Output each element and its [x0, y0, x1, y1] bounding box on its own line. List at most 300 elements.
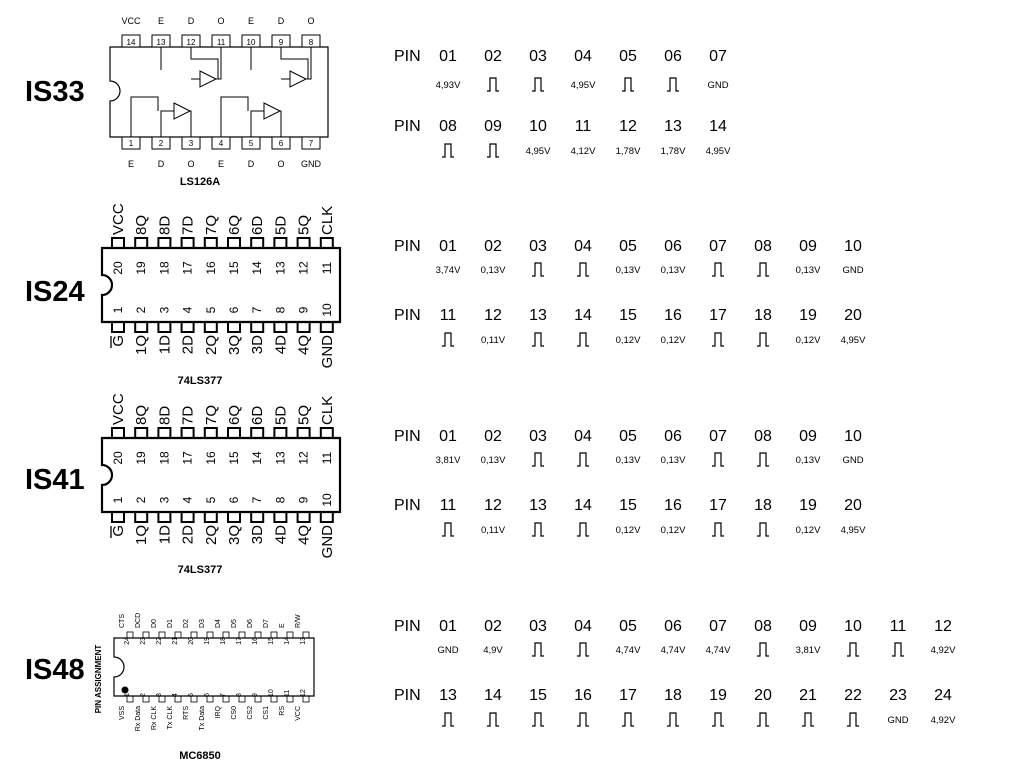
top-pin-label: CLK — [318, 205, 336, 235]
pin-heading: PIN — [394, 307, 421, 324]
pulse-icon — [441, 521, 455, 537]
svg-text:2: 2 — [134, 306, 149, 314]
chip-model-caption: MC6850 — [179, 750, 221, 762]
pulse-icon — [711, 331, 725, 347]
pin-heading: PIN — [394, 428, 421, 445]
pulse-icon — [441, 711, 455, 727]
pin-voltage: 0,13V — [615, 265, 641, 276]
pin-number: 07 — [709, 48, 727, 65]
pin-number: 22 — [844, 687, 862, 704]
pulse-icon — [711, 451, 725, 467]
bottom-pin-label: 3D — [249, 335, 267, 355]
pin-number: 23 — [889, 687, 907, 704]
svg-text:2: 2 — [158, 139, 164, 148]
pin-number: 06 — [664, 48, 682, 65]
pin-voltage: 4,95V — [705, 146, 731, 157]
top-pin-label: O — [307, 16, 315, 26]
svg-text:5: 5 — [188, 693, 195, 697]
bottom-pin-label: 4D — [272, 335, 290, 355]
bottom-pin-label: RTS — [183, 706, 190, 720]
svg-text:10: 10 — [268, 689, 275, 697]
svg-text:10: 10 — [319, 303, 334, 317]
pin-number: 13 — [664, 118, 682, 135]
pin-voltage: 0,12V — [615, 335, 641, 346]
top-pin-label: 7Q — [202, 214, 220, 235]
pin-number: 17 — [709, 497, 727, 514]
pin-row — [394, 118, 1014, 138]
pin-number: 14 — [574, 497, 592, 514]
pulse-icon — [666, 76, 680, 92]
pin-number: 08 — [754, 428, 772, 445]
pin-voltage: 4,95V — [570, 80, 596, 91]
chip-diagram-is33 — [100, 15, 340, 180]
svg-text:14: 14 — [284, 637, 291, 645]
pin-number: 13 — [529, 497, 547, 514]
svg-text:9: 9 — [252, 693, 259, 697]
pin-voltage: 4,95V — [525, 146, 551, 157]
top-pin-label: 8D — [156, 405, 174, 425]
pulse-icon — [531, 641, 545, 657]
svg-text:12: 12 — [296, 451, 311, 465]
pin-number: 06 — [664, 618, 682, 635]
bottom-pin-label: E — [217, 159, 225, 169]
bottom-pin-label: 3Q — [226, 525, 243, 546]
pin-voltage: 4,92V — [930, 645, 956, 656]
bottom-pin-label: G — [110, 525, 127, 537]
svg-text:16: 16 — [203, 451, 218, 465]
pin-number: 20 — [844, 497, 862, 514]
top-pin-label: 5D — [272, 215, 290, 235]
bottom-pin-label: 4Q — [295, 335, 313, 356]
svg-text:14: 14 — [250, 451, 265, 465]
svg-text:9: 9 — [296, 496, 311, 504]
pin-number: 02 — [484, 238, 502, 255]
top-pin-label: 5Q — [295, 404, 313, 425]
svg-text:12: 12 — [186, 38, 196, 47]
svg-text:11: 11 — [319, 261, 334, 275]
pin-number: 20 — [754, 687, 772, 704]
chip-is48 — [92, 598, 322, 748]
svg-text:8: 8 — [308, 38, 314, 47]
top-pin-label: VCC — [121, 16, 141, 26]
top-pin-label: D2 — [183, 619, 190, 628]
pulse-icon — [531, 451, 545, 467]
svg-text:18: 18 — [157, 261, 172, 275]
top-pin-label: D — [187, 16, 195, 26]
ic-label-is48: IS48 — [25, 654, 85, 686]
svg-text:6: 6 — [278, 139, 284, 148]
pin-voltage: 0,13V — [795, 265, 821, 276]
pin-number: 15 — [529, 687, 547, 704]
bottom-pin-label: Rx CLK — [151, 706, 158, 731]
pin-row — [394, 307, 1014, 327]
pin-number: 11 — [574, 118, 592, 135]
svg-text:5: 5 — [203, 496, 218, 504]
pin-number: 21 — [799, 687, 817, 704]
pin-voltage: 3,74V — [435, 265, 461, 276]
pin-voltage: 4,74V — [705, 645, 731, 656]
pin-heading: PIN — [394, 238, 421, 255]
pin-number: 15 — [619, 497, 637, 514]
pin-row — [394, 428, 1014, 448]
pin-number: 04 — [574, 428, 592, 445]
bottom-pin-label: O — [187, 159, 195, 169]
svg-text:8: 8 — [273, 306, 288, 314]
top-pin-label: D0 — [151, 619, 158, 628]
pin-number: 15 — [619, 307, 637, 324]
svg-text:3: 3 — [188, 139, 194, 148]
svg-text:19: 19 — [134, 451, 149, 465]
ic-label-is41: IS41 — [25, 464, 85, 496]
svg-text:15: 15 — [227, 261, 241, 275]
pin-voltage: 0,13V — [795, 455, 821, 466]
pulse-icon — [576, 711, 590, 727]
pulse-icon — [711, 261, 725, 277]
pulse-icon — [711, 521, 725, 537]
svg-text:9: 9 — [278, 38, 284, 47]
pin-voltage: 0,12V — [615, 525, 641, 536]
bottom-pin-label: Tx Data — [199, 706, 206, 731]
pin-number: 02 — [484, 618, 502, 635]
bottom-pin-label: D — [157, 159, 165, 169]
chip-is41 — [100, 390, 350, 566]
pin-number: 05 — [619, 618, 637, 635]
pin-voltage: 0,11V — [480, 335, 506, 346]
svg-text:6: 6 — [227, 496, 241, 504]
svg-text:6: 6 — [204, 693, 211, 697]
pin-number: 04 — [574, 48, 592, 65]
pin-voltage: 0,12V — [660, 525, 686, 536]
top-pin-label: D6 — [247, 619, 254, 628]
svg-text:14: 14 — [126, 38, 136, 47]
pulse-icon — [531, 521, 545, 537]
svg-text:20: 20 — [111, 261, 125, 275]
bottom-pin-label: CS0 — [231, 706, 238, 720]
top-pin-label: 6D — [249, 215, 267, 235]
top-pin-label: R/W — [295, 614, 302, 628]
svg-text:13: 13 — [156, 38, 166, 47]
pin-number: 09 — [799, 428, 817, 445]
svg-text:5: 5 — [203, 306, 218, 314]
pin-number: 12 — [934, 618, 952, 635]
top-pin-label: 8Q — [133, 404, 151, 425]
pulse-icon — [576, 521, 590, 537]
pin-voltage: GND — [842, 455, 864, 466]
pulse-icon — [846, 641, 860, 657]
bottom-pin-label: 1D — [156, 335, 174, 355]
pulse-icon — [756, 451, 770, 467]
chip-diagram-is24 — [100, 200, 350, 376]
top-pin-label: 7D — [179, 405, 197, 425]
svg-text:11: 11 — [284, 689, 291, 697]
pin-heading: PIN — [394, 687, 421, 704]
pulse-icon — [531, 711, 545, 727]
pin-number: 07 — [709, 428, 727, 445]
svg-text:17: 17 — [180, 451, 195, 465]
pin-assignment-label: PIN ASSIGNMENT — [94, 644, 103, 714]
top-pin-label: 7D — [179, 215, 197, 235]
pin-number: 18 — [754, 307, 772, 324]
top-pin-label: CTS — [119, 614, 126, 628]
pin-number: 20 — [844, 307, 862, 324]
svg-text:21: 21 — [172, 637, 179, 645]
bottom-pin-label: VCC — [295, 706, 302, 721]
bottom-pin-label: 4D — [272, 525, 290, 545]
svg-text:11: 11 — [319, 451, 334, 465]
pin-voltage: 0,13V — [660, 455, 686, 466]
pin-number: 13 — [439, 687, 457, 704]
pin-number: 01 — [439, 428, 457, 445]
pulse-icon — [531, 261, 545, 277]
pin-heading: PIN — [394, 48, 421, 65]
pin-number: 11 — [889, 618, 907, 635]
pin-number: 04 — [574, 618, 592, 635]
pin-number: 14 — [574, 307, 592, 324]
bottom-pin-label: VSS — [119, 706, 126, 721]
pin-number: 01 — [439, 238, 457, 255]
chip-diagram-is41 — [100, 390, 350, 566]
bottom-pin-label: Rx Data — [135, 706, 142, 732]
pin-number: 10 — [844, 618, 862, 635]
pin-row — [394, 497, 1014, 517]
pin-number: 09 — [799, 238, 817, 255]
pin-number: 18 — [664, 687, 682, 704]
pin-voltage: 1,78V — [615, 146, 641, 157]
top-pin-label: D7 — [263, 619, 270, 628]
top-pin-label: CLK — [318, 395, 336, 425]
svg-text:19: 19 — [204, 637, 211, 645]
bottom-pin-label: O — [277, 159, 285, 169]
pulse-icon — [756, 261, 770, 277]
svg-text:16: 16 — [203, 261, 218, 275]
svg-text:17: 17 — [236, 637, 243, 645]
pin-voltage: GND — [842, 265, 864, 276]
svg-text:12: 12 — [300, 689, 307, 697]
svg-text:6: 6 — [227, 306, 241, 314]
pulse-icon — [711, 711, 725, 727]
bottom-pin-label: G — [110, 335, 127, 347]
pin-voltage: 0,12V — [795, 525, 821, 536]
svg-text:7: 7 — [250, 306, 265, 314]
pin-heading: PIN — [394, 118, 421, 135]
bottom-pin-label: GND — [318, 525, 336, 559]
svg-text:20: 20 — [188, 637, 195, 645]
pin-number: 01 — [439, 618, 457, 635]
pin-number: 19 — [799, 307, 817, 324]
pin-number: 19 — [709, 687, 727, 704]
pin-row — [394, 618, 1014, 638]
pin-number: 11 — [439, 307, 457, 324]
top-pin-label: 7Q — [202, 404, 220, 425]
svg-text:18: 18 — [157, 451, 172, 465]
pin-number: 16 — [664, 307, 682, 324]
chip-diagram-is48 — [92, 598, 322, 748]
svg-text:4: 4 — [180, 306, 195, 314]
svg-text:4: 4 — [172, 693, 179, 697]
pin-voltage: GND — [437, 645, 459, 656]
svg-text:1: 1 — [111, 306, 125, 314]
svg-text:1: 1 — [111, 496, 125, 504]
pin-voltage: 0,13V — [615, 455, 641, 466]
pulse-icon — [441, 142, 455, 158]
bottom-pin-label: RS — [279, 706, 286, 716]
svg-text:20: 20 — [111, 451, 125, 465]
pin-number: 08 — [754, 618, 772, 635]
bottom-pin-label: 1Q — [133, 525, 151, 546]
svg-text:15: 15 — [227, 451, 241, 465]
bottom-pin-label: 3D — [249, 525, 267, 545]
top-pin-label: D5 — [231, 619, 238, 628]
pin-voltage: 0,13V — [660, 265, 686, 276]
top-pin-label: DCD — [135, 612, 142, 628]
pulse-icon — [756, 521, 770, 537]
pulse-icon — [846, 711, 860, 727]
pulse-icon — [891, 641, 905, 657]
pin-number: 03 — [529, 238, 547, 255]
pin-number: 17 — [709, 307, 727, 324]
top-pin-label: VCC — [110, 393, 127, 425]
bottom-pin-label: CS2 — [247, 706, 254, 720]
ic-label-is24: IS24 — [25, 276, 85, 308]
pin-voltage: 1,78V — [660, 146, 686, 157]
svg-text:9: 9 — [296, 306, 311, 314]
pulse-icon — [666, 711, 680, 727]
bottom-pin-label: D — [247, 159, 255, 169]
pin-row — [394, 687, 1014, 707]
pin-number: 24 — [934, 687, 952, 704]
pulse-icon — [486, 76, 500, 92]
pin-number: 14 — [709, 118, 727, 135]
pin-voltage: 4,12V — [570, 146, 596, 157]
svg-text:19: 19 — [134, 261, 149, 275]
svg-text:4: 4 — [218, 139, 224, 148]
pin-number: 02 — [484, 428, 502, 445]
pin-number: 16 — [574, 687, 592, 704]
pin-number: 01 — [439, 48, 457, 65]
top-pin-label: VCC — [110, 203, 127, 235]
pin-number: 06 — [664, 238, 682, 255]
svg-text:17: 17 — [180, 261, 195, 275]
svg-text:22: 22 — [156, 637, 163, 645]
pin-number: 09 — [799, 618, 817, 635]
pulse-icon — [756, 331, 770, 347]
pin-number: 10 — [844, 428, 862, 445]
top-pin-label: E — [279, 623, 286, 628]
svg-text:12: 12 — [296, 261, 311, 275]
pin-number: 13 — [529, 307, 547, 324]
top-pin-label: O — [217, 16, 225, 26]
svg-text:3: 3 — [156, 693, 163, 697]
pin-voltage: 0,13V — [480, 455, 506, 466]
pin-voltage: 0,12V — [660, 335, 686, 346]
svg-text:7: 7 — [220, 693, 227, 697]
pin-voltage: 4,74V — [615, 645, 641, 656]
svg-text:5: 5 — [248, 139, 254, 148]
bottom-pin-label: 2Q — [202, 335, 220, 356]
top-pin-label: D — [277, 16, 285, 26]
bottom-pin-label: 1Q — [133, 335, 151, 356]
pulse-icon — [576, 451, 590, 467]
chip-model-caption: 74LS377 — [177, 375, 223, 387]
pulse-icon — [621, 76, 635, 92]
svg-text:1: 1 — [128, 139, 134, 148]
pin-voltage: GND — [707, 80, 729, 91]
pulse-icon — [801, 711, 815, 727]
top-pin-label: E — [157, 16, 165, 26]
pin-voltage: 4,74V — [660, 645, 686, 656]
pin-number: 12 — [484, 307, 502, 324]
bottom-pin-label: GND — [301, 159, 321, 169]
pin-heading: PIN — [394, 618, 421, 635]
pin-number: 08 — [439, 118, 457, 135]
chip-model-caption: LS126A — [179, 176, 221, 188]
top-pin-label: 8Q — [133, 214, 151, 235]
top-pin-label: 5D — [272, 405, 290, 425]
chip-is24 — [100, 200, 350, 376]
svg-text:18: 18 — [220, 637, 227, 645]
pin-voltage: 3,81V — [795, 645, 821, 656]
svg-text:10: 10 — [319, 493, 334, 507]
pin-number: 10 — [529, 118, 547, 135]
top-pin-label: D1 — [167, 619, 174, 628]
pulse-icon — [531, 76, 545, 92]
pulse-icon — [576, 261, 590, 277]
svg-text:15: 15 — [268, 637, 275, 645]
bottom-pin-label: 4Q — [295, 525, 313, 546]
pin-number: 10 — [844, 238, 862, 255]
bottom-pin-label: E — [127, 159, 135, 169]
svg-text:10: 10 — [246, 38, 256, 47]
bottom-pin-label: 3Q — [226, 335, 243, 356]
pin-number: 16 — [664, 497, 682, 514]
bottom-pin-label: Tx CLK — [167, 706, 174, 730]
pin-voltage: 0,12V — [795, 335, 821, 346]
pin-number: 03 — [529, 48, 547, 65]
pin-number: 12 — [619, 118, 637, 135]
pulse-icon — [531, 331, 545, 347]
svg-text:4: 4 — [180, 496, 195, 504]
top-pin-label: 8D — [156, 215, 174, 235]
bottom-pin-label: 1D — [156, 525, 174, 545]
pin-heading: PIN — [394, 497, 421, 514]
pin-number: 11 — [439, 497, 457, 514]
pin-number: 18 — [754, 497, 772, 514]
pin-number: 14 — [484, 687, 502, 704]
pulse-icon — [486, 142, 500, 158]
pulse-icon — [441, 331, 455, 347]
bottom-pin-label: 2Q — [202, 525, 220, 546]
pulse-icon — [621, 711, 635, 727]
pin-voltage: 4,92V — [930, 715, 956, 726]
pulse-icon — [576, 641, 590, 657]
svg-text:14: 14 — [250, 261, 265, 275]
svg-text:3: 3 — [157, 496, 172, 504]
svg-text:3: 3 — [157, 306, 172, 314]
pin-voltage: 4,95V — [840, 335, 866, 346]
pin-number: 04 — [574, 238, 592, 255]
top-pin-label: D4 — [215, 619, 222, 628]
svg-text:2: 2 — [140, 693, 147, 697]
pin-number: 08 — [754, 238, 772, 255]
pin-voltage: 0,13V — [480, 265, 506, 276]
pin-voltage: 4,93V — [435, 80, 461, 91]
svg-text:13: 13 — [300, 637, 307, 645]
pin-number: 06 — [664, 428, 682, 445]
pin-number: 03 — [529, 618, 547, 635]
bottom-pin-label: GND — [318, 335, 336, 369]
svg-text:13: 13 — [273, 451, 288, 465]
pin-number: 05 — [619, 238, 637, 255]
